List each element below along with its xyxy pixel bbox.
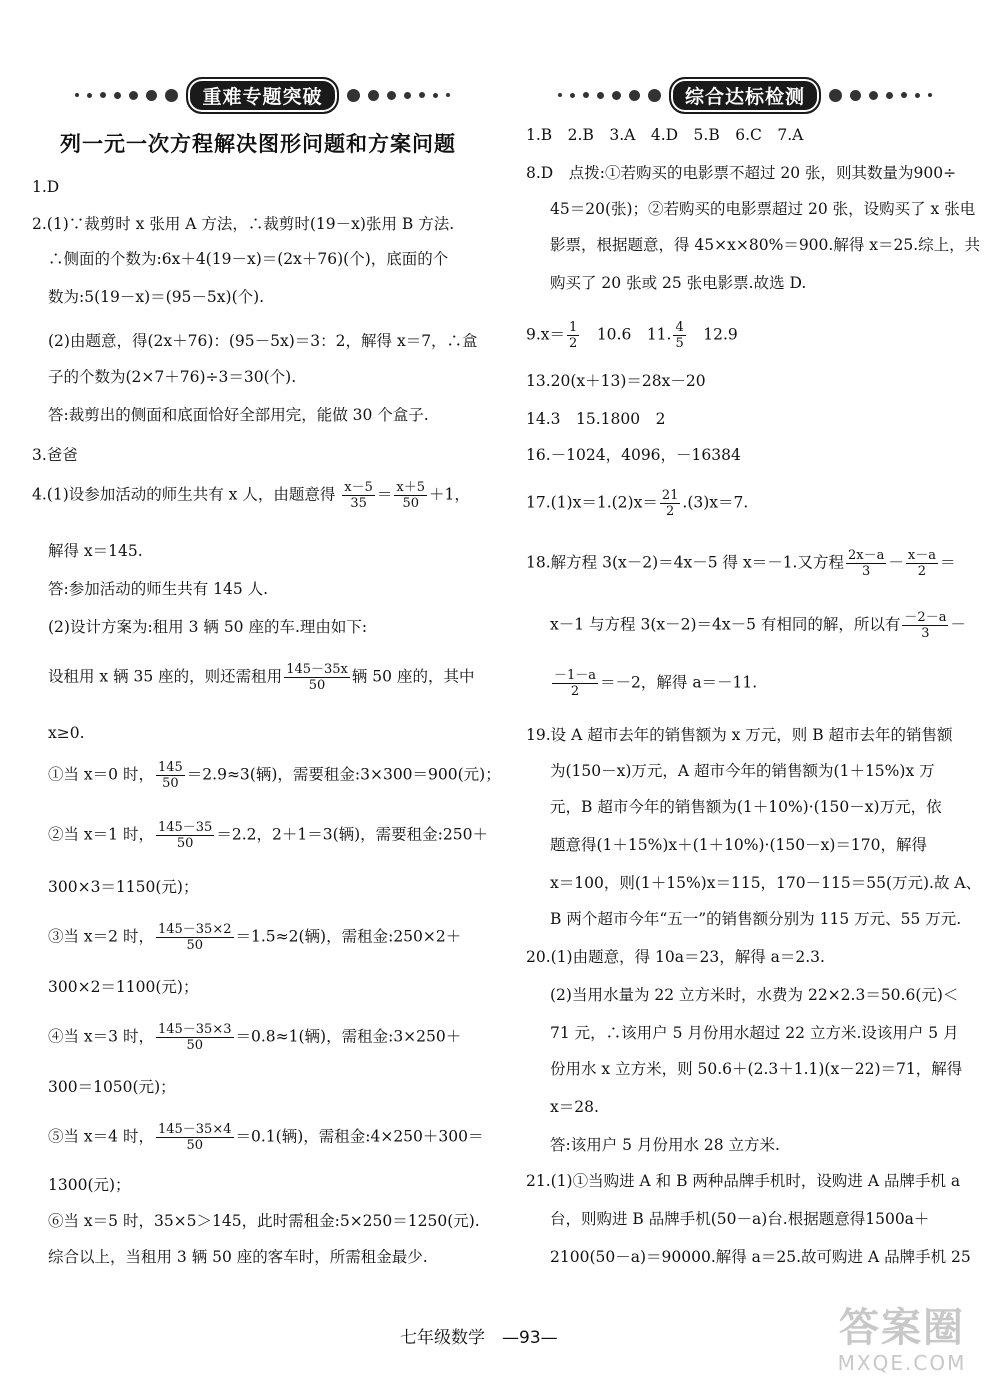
fraction-denominator: 50 <box>308 678 326 693</box>
answer-line: 71 元，∴该用户 5 月份用水超过 22 立方米.设该用户 5 月 <box>550 1024 959 1042</box>
decorative-dots-left <box>558 89 661 102</box>
fraction-denominator: 3 <box>921 626 930 641</box>
answer-line: 19.设 A 超市去年的销售额为 x 万元，则 B 超市去年的销售额 <box>526 726 953 744</box>
answer-line: 影票，根据题意，得 45×x×80%＝900.解得 x＝25.综上，共 <box>550 236 981 254</box>
fraction <box>567 320 579 351</box>
line-tail: － <box>950 615 966 634</box>
answer-line: 1.B 2.B 3.A 4.D 5.B 6.C 7.A <box>526 126 804 144</box>
minus-sign: － <box>888 553 904 572</box>
fraction-numerator: 145－35 <box>157 820 213 835</box>
line-text: 设租用 x 辆 35 座的，则还需租用 <box>48 667 283 686</box>
banner-comprehensive-test <box>545 78 945 112</box>
fraction-denominator: 2 <box>917 564 927 579</box>
answer-line: 数为:5(19－x)＝(95－5x)(个). <box>48 288 265 306</box>
line-tail: ＋1， <box>429 485 470 504</box>
fraction-numerator: x＋5 <box>396 480 426 495</box>
fraction-denominator: 50 <box>176 836 194 851</box>
fraction-numerator: －1－a <box>554 668 597 683</box>
answer-line-with-fraction <box>550 668 757 699</box>
fraction <box>156 760 185 791</box>
fraction-denominator: 2 <box>570 684 580 699</box>
line-tail: ＝0.8≈1(辆)，需租金:3×250＋ <box>235 1027 462 1046</box>
answer-line: 答:该用户 5 月份用水 28 立方米. <box>550 1136 780 1154</box>
line-text: ②当 x＝1 时， <box>48 825 154 844</box>
fraction <box>902 610 948 641</box>
answer-line: 份用水 x 立方米，则 50.6＋(2.3＋1.1)(x－22)＝71，解得 <box>550 1060 963 1078</box>
fraction-denominator: 50 <box>186 1038 203 1053</box>
fraction <box>673 320 685 351</box>
fraction <box>552 668 598 699</box>
fraction <box>156 1122 234 1153</box>
fraction-denominator: 5 <box>675 336 684 351</box>
answer-line: 2100(50－a)＝90000.解得 a＝25.故可购进 A 品牌手机 25 <box>550 1248 971 1266</box>
fraction <box>156 922 234 953</box>
line-text: ①当 x＝0 时， <box>48 765 154 784</box>
answer-line: 300×3＝1150(元)； <box>48 878 199 896</box>
case-line <box>48 1022 461 1053</box>
section-title: 列一元一次方程解决图形问题和方案问题 <box>60 132 456 156</box>
watermark-text: 答案圈 <box>839 1305 965 1351</box>
fraction <box>660 488 681 519</box>
answer-line: 16.－1024，4096，－16384 <box>526 446 741 464</box>
fraction-numerator: 1 <box>569 320 578 335</box>
fraction-denominator: 50 <box>186 1138 203 1153</box>
line-text: 9.x＝ <box>526 325 566 344</box>
answer-line: 为(150－x)万元，A 超市今年的销售额为(1＋15%)x 万 <box>550 762 935 780</box>
watermark-logo <box>812 1305 992 1385</box>
fraction-numerator: 145－35x <box>286 662 348 677</box>
answer-line-with-fraction <box>526 548 955 579</box>
answer-line: x≥0. <box>48 724 85 742</box>
fraction <box>846 548 886 579</box>
case-line <box>48 820 488 851</box>
answer-line: 2.(1)∵裁剪时 x 张用 A 方法，∴裁剪时(19－x)张用 B 方法. <box>32 215 455 233</box>
answer-line: 20.(1)由题意，得 10a＝23，解得 a＝2.3. <box>526 948 825 966</box>
page-footer: 七年级数学 —93— <box>400 1328 558 1348</box>
answer-line: (2)当用水量为 22 立方米时，水费为 22×2.3＝50.6(元)＜ <box>550 986 959 1004</box>
answer-line: 21.(1)①当购进 A 和 B 两种品牌手机时，设购进 A 品牌手机 a <box>526 1172 961 1190</box>
fraction-denominator: 35 <box>350 496 367 511</box>
answer-line: 子的个数为(2×7＋76)÷3＝30(个). <box>48 368 297 386</box>
answer-line: 3.爸爸 <box>32 446 78 464</box>
fraction-numerator: 145－35×4 <box>157 1122 232 1137</box>
answer-line-with-fraction <box>48 662 474 693</box>
fraction-denominator: 2 <box>665 504 675 519</box>
line-text: x－1 与方程 3(x－2)＝4x－5 有相同的解，所以有 <box>550 615 901 634</box>
answer-line: 答:参加活动的师生共有 145 人. <box>48 580 269 598</box>
line-text: 18.解方程 3(x－2)＝4x－5 得 x＝－1.又方程 <box>526 553 844 572</box>
line-tail: ＝2.2，2＋1＝3(辆)，需要租金:250＋ <box>216 825 488 844</box>
fraction-denominator: 50 <box>402 496 419 511</box>
watermark-url: MXQE.COM <box>837 1351 967 1375</box>
line-text: ⑤当 x＝4 时， <box>48 1127 154 1146</box>
fraction-numerator: 145－35×3 <box>157 1022 232 1037</box>
equals-sign: ＝ <box>376 485 393 504</box>
line-text: 10.6 11. <box>581 325 672 344</box>
banner-title: 重难专题突破 <box>186 77 338 114</box>
answer-line: ∴侧面的个数为:6x＋4(19－x)＝(2x＋76)(个)，底面的个 <box>48 250 449 268</box>
banner-special-topics <box>60 78 465 112</box>
fraction-numerator: 4 <box>675 320 684 335</box>
answer-line: ⑥当 x＝5 时，35×5＞145，此时需租金:5×250＝1250(元). <box>48 1212 480 1230</box>
decorative-dots-left <box>75 89 178 102</box>
case-line <box>48 922 461 953</box>
fraction-numerator: x－a <box>907 548 936 563</box>
fraction-numerator: 145－35×2 <box>157 922 232 937</box>
answer-line: 解得 x＝145. <box>48 542 143 560</box>
answer-line: 1300(元)； <box>48 1176 131 1194</box>
line-tail: ＝2.9≈3(辆)，需要租金:3×300＝900(元)； <box>186 765 501 784</box>
line-text: 4.(1)设参加活动的师生共有 x 人，由题意得 <box>32 485 336 504</box>
fraction-numerator: x－5 <box>344 480 373 495</box>
decorative-dots-right <box>347 89 450 102</box>
fraction-denominator: 2 <box>569 336 578 351</box>
answer-line-with-fraction <box>32 480 470 511</box>
answer-line: x＝28. <box>550 1098 599 1116</box>
fraction-denominator: 50 <box>186 938 203 953</box>
answer-line: 45＝20(张)；②若购买的电影票超过 20 张，设购买了 x 张电 <box>550 200 976 218</box>
answer-line-with-fraction <box>526 320 738 351</box>
answer-line: 台，则购进 B 品牌手机(50－a)台.根据题意得1500a＋ <box>550 1210 930 1228</box>
fraction <box>394 480 427 511</box>
answer-line: 综合以上，当租用 3 辆 50 座的客车时，所需租金最少. <box>48 1248 428 1266</box>
fraction-numerator: 145 <box>157 760 183 775</box>
line-tail: ＝ <box>939 553 956 572</box>
line-text: ④当 x＝3 时， <box>48 1027 154 1046</box>
answer-line: x＝100，则(1＋15%)x＝115，170－115＝55(万元).故 A、 <box>550 874 982 892</box>
fraction-numerator: 21 <box>661 488 679 503</box>
line-text: 17.(1)x＝1.(2)x＝ <box>526 493 658 512</box>
answer-line: (2)设计方案为:租用 3 辆 50 座的车.理由如下: <box>48 618 368 636</box>
line-tail: 辆 50 座的，其中 <box>351 667 475 686</box>
answer-line-with-fraction <box>526 488 748 519</box>
line-tail: ＝－2，解得 a＝－11. <box>600 673 758 692</box>
case-line <box>48 760 501 791</box>
fraction <box>284 662 350 693</box>
answer-line: 14.3 15.1800 2 <box>526 410 666 428</box>
answer-line: 300＝1050(元)； <box>48 1078 176 1096</box>
line-tail: 12.9 <box>687 325 738 344</box>
answer-line: 13.20(x＋13)＝28x－20 <box>526 372 706 390</box>
fraction <box>906 548 938 579</box>
answer-line: 300×2＝1100(元)； <box>48 978 199 996</box>
answer-line: 元，B 超市今年的销售额为(1＋10%)·(150－x)万元，依 <box>550 798 942 816</box>
line-tail: ＝1.5≈2(辆)，需租金:250×2＋ <box>235 927 462 946</box>
banner-title: 综合达标检测 <box>669 77 821 114</box>
answer-line: (2)由题意，得(2x＋76)：(95－5x)＝3：2，解得 x＝7，∴盒 <box>48 332 478 350</box>
fraction <box>156 820 214 851</box>
decorative-dots-right <box>829 89 932 102</box>
answer-line: B 两个超市今年“五一”的销售额分别为 115 万元、55 万元. <box>550 910 962 928</box>
answer-line: 答:裁剪出的侧面和底面恰好全部用完，能做 30 个盒子. <box>48 406 429 424</box>
answer-line: 8.D 点拨:①若购买的电影票不超过 20 张，则其数量为900÷ <box>526 164 957 182</box>
fraction-denominator: 50 <box>162 776 179 791</box>
answer-line-with-fraction <box>550 610 966 641</box>
fraction-numerator: －2－a <box>904 610 947 625</box>
answer-line: 1.D <box>32 178 60 196</box>
answer-line: 购买了 20 张或 25 张电影票.故选 D. <box>550 274 807 292</box>
answer-line: 题意得(1＋15%)x＋(1＋10%)·(150－x)＝170，解得 <box>550 836 927 854</box>
line-text: ③当 x＝2 时， <box>48 927 154 946</box>
fraction-numerator: 2x－a <box>848 548 885 563</box>
line-tail: .(3)x＝7. <box>682 493 749 512</box>
case-line <box>48 1122 484 1153</box>
line-tail: ＝0.1(辆)，需租金:4×250＋300＝ <box>235 1127 484 1146</box>
fraction <box>342 480 375 511</box>
fraction <box>156 1022 234 1053</box>
fraction-denominator: 3 <box>862 564 871 579</box>
